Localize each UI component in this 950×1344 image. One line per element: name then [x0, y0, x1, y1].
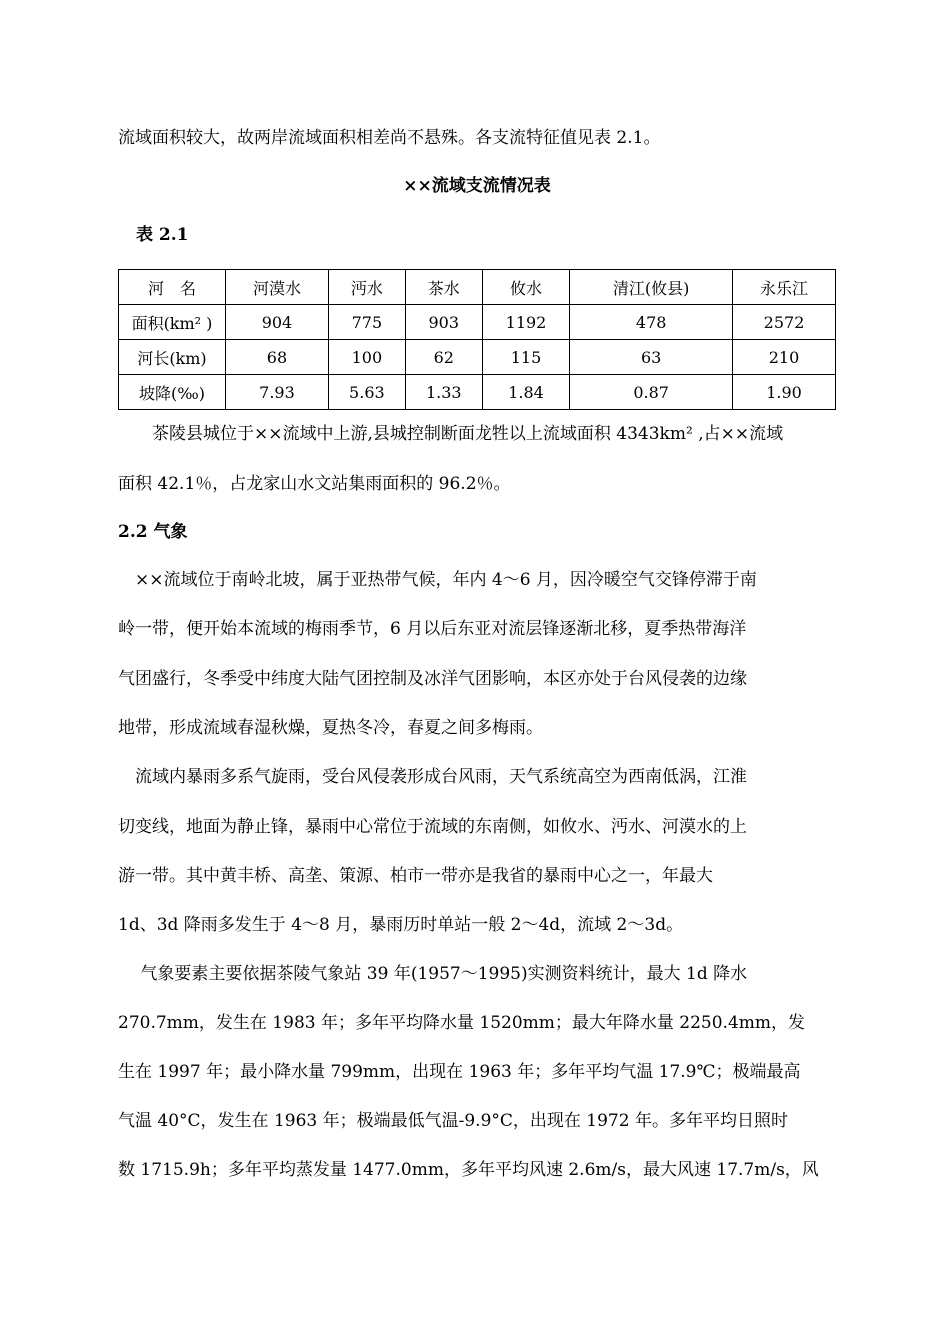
tributary-table: [118, 269, 836, 410]
table-header-cell: 河 名: [119, 270, 226, 305]
intro-line: 流域面积较大，故两岸流域面积相差尚不悬殊。各支流特征值见表 2.1。: [118, 128, 661, 148]
paragraph-line: 生在 1997 年；最小降水量 799mm，出现在 1963 年；多年平均气温 17.9℃；极端最高: [118, 1062, 801, 1082]
table-row: [119, 340, 836, 375]
table-cell: 面积(km² ): [119, 305, 226, 340]
table-cell: 7.93: [226, 375, 329, 410]
paragraph-line: 1d、3d 降雨多发生于 4～8 月，暴雨历时单站一般 2～4d，流域 2～3d。: [118, 915, 684, 935]
table-header-cell: 攸水: [482, 270, 570, 305]
table-cell: 775: [328, 305, 405, 340]
table-row: [119, 305, 836, 340]
table-label: 表 2.1: [136, 225, 189, 245]
table-title: ××流域支流情况表: [403, 176, 551, 196]
table-header-cell: 茶水: [405, 270, 482, 305]
table-cell: 62: [405, 340, 482, 375]
paragraph-line: 切变线，地面为静止锋，暴雨中心常位于流域的东南侧，如攸水、沔水、河漠水的上: [118, 817, 747, 837]
table-cell: 100: [328, 340, 405, 375]
table-header-row: [119, 270, 836, 305]
paragraph-line: 气温 40°C，发生在 1963 年；极端最低气温-9.9°C，出现在 1972 年。多年平均日照时: [118, 1111, 788, 1131]
paragraph-line: 游一带。其中黄丰桥、高垄、策源、柏市一带亦是我省的暴雨中心之一，年最大: [118, 866, 713, 886]
paragraph-line: 茶陵县城位于××流域中上游,县城控制断面龙牲以上流域面积 4343km² ,占××流域: [118, 424, 784, 444]
paragraph-line: 气团盛行，冬季受中纬度大陆气团控制及冰洋气团影响，本区亦处于台风侵袭的边缘: [118, 669, 747, 689]
table-cell: 903: [405, 305, 482, 340]
paragraph-line: 流域内暴雨多系气旋雨，受台风侵袭形成台风雨，天气系统高空为西南低涡，江淮: [118, 767, 747, 787]
paragraph-line: 面积 42.1％，占龙家山水文站集雨面积的 96.2％。: [118, 474, 511, 494]
paragraph-line: 地带，形成流域春湿秋燥，夏热冬冷，春夏之间多梅雨。: [118, 718, 543, 738]
paragraph-line: 数 1715.9h；多年平均蒸发量 1477.0mm，多年平均风速 2.6m/s，最大风速 17.7m/s，风: [118, 1160, 819, 1180]
table-cell: 1.84: [482, 375, 570, 410]
table-cell: 1192: [482, 305, 570, 340]
table-cell: 478: [570, 305, 733, 340]
table-cell: 210: [733, 340, 836, 375]
table-header-cell: 永乐江: [733, 270, 836, 305]
table-cell: 904: [226, 305, 329, 340]
table-cell: 68: [226, 340, 329, 375]
table-header-cell: 河漠水: [226, 270, 329, 305]
table-cell: 5.63: [328, 375, 405, 410]
paragraph-line: 气象要素主要依据茶陵气象站 39 年(1957～1995)实测资料统计，最大 1d 降水: [118, 964, 748, 984]
table-cell: 坡降(‰): [119, 375, 226, 410]
paragraph-line: 岭一带，便开始本流域的梅雨季节，6 月以后东亚对流层锋逐渐北移，夏季热带海洋: [118, 619, 747, 639]
table-cell: 1.90: [733, 375, 836, 410]
table-cell: 1.33: [405, 375, 482, 410]
table-header-cell: 清江(攸县): [570, 270, 733, 305]
section-heading: 2.2 气象: [118, 522, 188, 542]
table-row: [119, 375, 836, 410]
table-cell: 0.87: [570, 375, 733, 410]
table-cell: 2572: [733, 305, 836, 340]
paragraph-line: ××流域位于南岭北坡，属于亚热带气候，年内 4～6 月，因冷暖空气交锋停滞于南: [118, 570, 757, 590]
table-cell: 115: [482, 340, 570, 375]
table-header-cell: 沔水: [328, 270, 405, 305]
table-cell: 河长(km): [119, 340, 226, 375]
table-cell: 63: [570, 340, 733, 375]
paragraph-line: 270.7mm，发生在 1983 年；多年平均降水量 1520mm；最大年降水量 2250.4mm，发: [118, 1013, 806, 1033]
